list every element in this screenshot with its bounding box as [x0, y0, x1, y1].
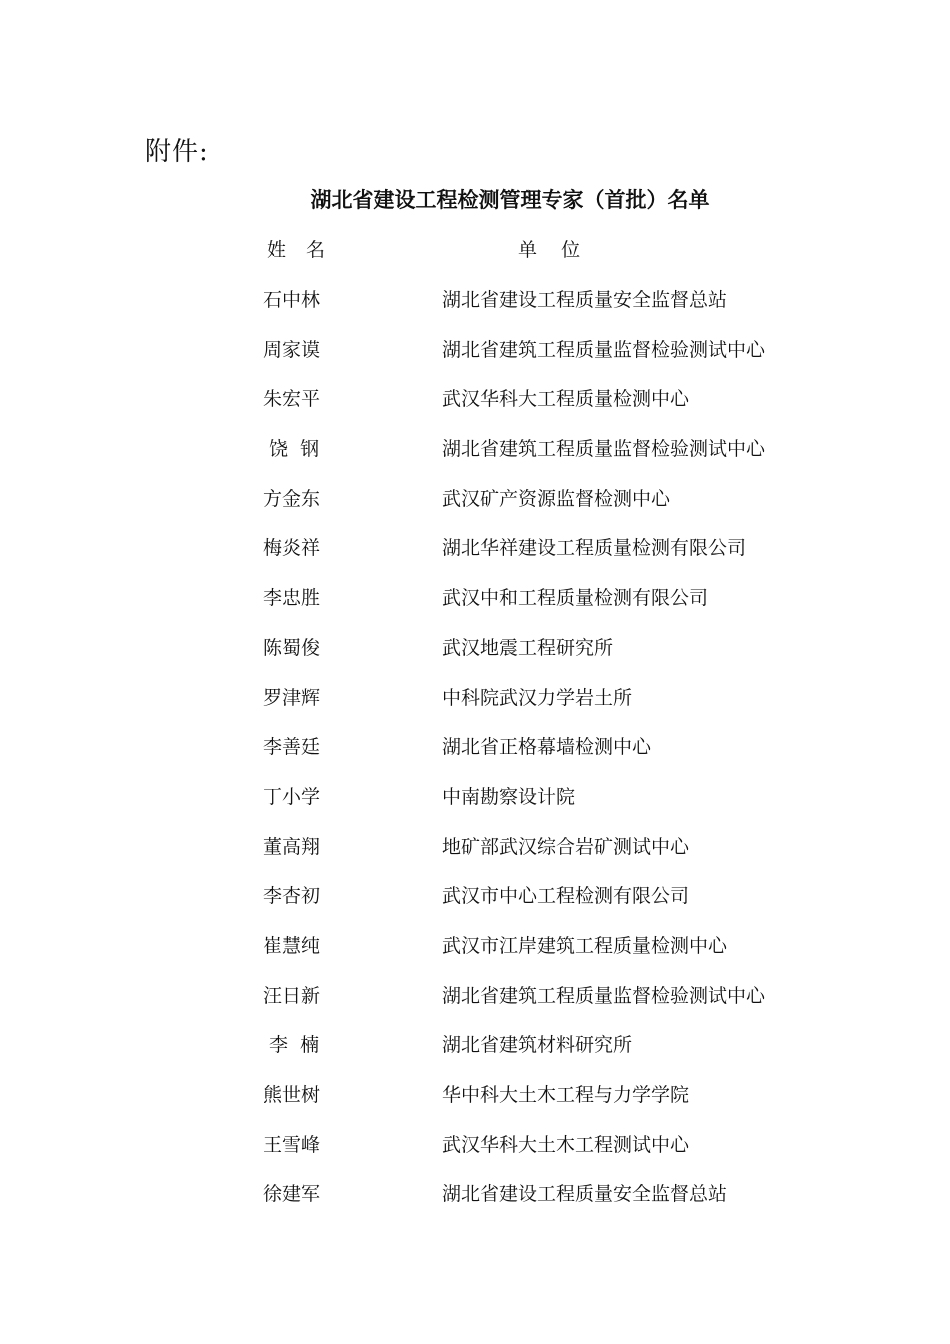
expert-row	[0, 1125, 950, 1175]
column-header-name: 姓 名	[267, 239, 333, 261]
expert-row	[0, 976, 950, 1026]
expert-unit: 湖北省建筑材料研究所	[442, 1034, 633, 1057]
expert-unit: 湖北省建设工程质量安全监督总站	[442, 1183, 728, 1206]
expert-row	[0, 777, 950, 827]
expert-row	[0, 1025, 950, 1075]
expert-unit: 湖北省建筑工程质量监督检验测试中心	[442, 438, 766, 461]
expert-unit: 湖北省建设工程质量安全监督总站	[442, 289, 728, 311]
expert-row	[0, 429, 950, 479]
expert-row	[0, 280, 950, 330]
expert-name: 李杏初	[263, 885, 321, 908]
expert-row	[0, 926, 950, 976]
expert-row	[0, 379, 950, 429]
expert-name: 徐建军	[263, 1183, 321, 1206]
expert-name: 王雪峰	[263, 1133, 321, 1156]
expert-unit: 武汉华科大土木工程测试中心	[442, 1133, 690, 1156]
expert-unit: 湖北华祥建设工程质量检测有限公司	[442, 537, 747, 560]
expert-name: 李善廷	[263, 736, 321, 759]
expert-name: 饶 钢	[263, 438, 320, 461]
expert-unit: 武汉地震工程研究所	[442, 636, 614, 659]
expert-unit: 中科院武汉力学岩土所	[442, 686, 633, 709]
expert-name: 熊世树	[263, 1084, 321, 1106]
expert-name: 董高翔	[263, 835, 321, 858]
expert-name: 罗津辉	[263, 686, 321, 709]
expert-unit: 湖北省建筑工程质量监督检验测试中心	[442, 984, 766, 1007]
expert-unit: 武汉华科大工程质量检测中心	[442, 388, 690, 411]
expert-row	[0, 628, 950, 678]
expert-unit: 武汉中和工程质量检测有限公司	[442, 587, 709, 610]
expert-row	[0, 1075, 950, 1125]
expert-row	[0, 678, 950, 728]
expert-name: 李忠胜	[263, 587, 321, 610]
expert-unit: 地矿部武汉综合岩矿测试中心	[442, 835, 690, 858]
column-header-unit: 单 位	[518, 239, 581, 261]
document-title: 湖北省建设工程检测管理专家（首批）名单	[310, 188, 710, 212]
expert-name: 陈蜀俊	[263, 636, 321, 659]
expert-name: 李 楠	[263, 1034, 320, 1057]
expert-unit: 武汉市江岸建筑工程质量检测中心	[442, 934, 728, 957]
expert-row	[0, 330, 950, 380]
expert-name: 崔慧纯	[263, 934, 321, 957]
attachment-label: 附件:	[145, 137, 209, 167]
expert-list	[0, 280, 950, 1224]
expert-name: 方金东	[263, 487, 321, 510]
expert-row	[0, 578, 950, 628]
expert-row	[0, 479, 950, 529]
expert-unit: 湖北省正格幕墙检测中心	[442, 736, 652, 759]
expert-unit: 武汉矿产资源监督检测中心	[442, 487, 671, 510]
expert-name: 梅炎祥	[263, 537, 321, 560]
expert-unit: 湖北省建筑工程质量监督检验测试中心	[442, 338, 766, 361]
expert-name: 朱宏平	[263, 388, 321, 411]
expert-row	[0, 1174, 950, 1224]
expert-unit: 华中科大土木工程与力学学院	[442, 1084, 690, 1106]
expert-name: 汪日新	[263, 984, 321, 1007]
expert-row	[0, 827, 950, 877]
expert-row	[0, 727, 950, 777]
expert-name: 石中林	[263, 289, 321, 311]
expert-row	[0, 528, 950, 578]
expert-unit: 中南勘察设计院	[442, 785, 576, 808]
expert-name: 周家谟	[263, 338, 321, 361]
expert-row	[0, 876, 950, 926]
expert-unit: 武汉市中心工程检测有限公司	[442, 885, 690, 908]
expert-name: 丁小学	[263, 785, 321, 808]
